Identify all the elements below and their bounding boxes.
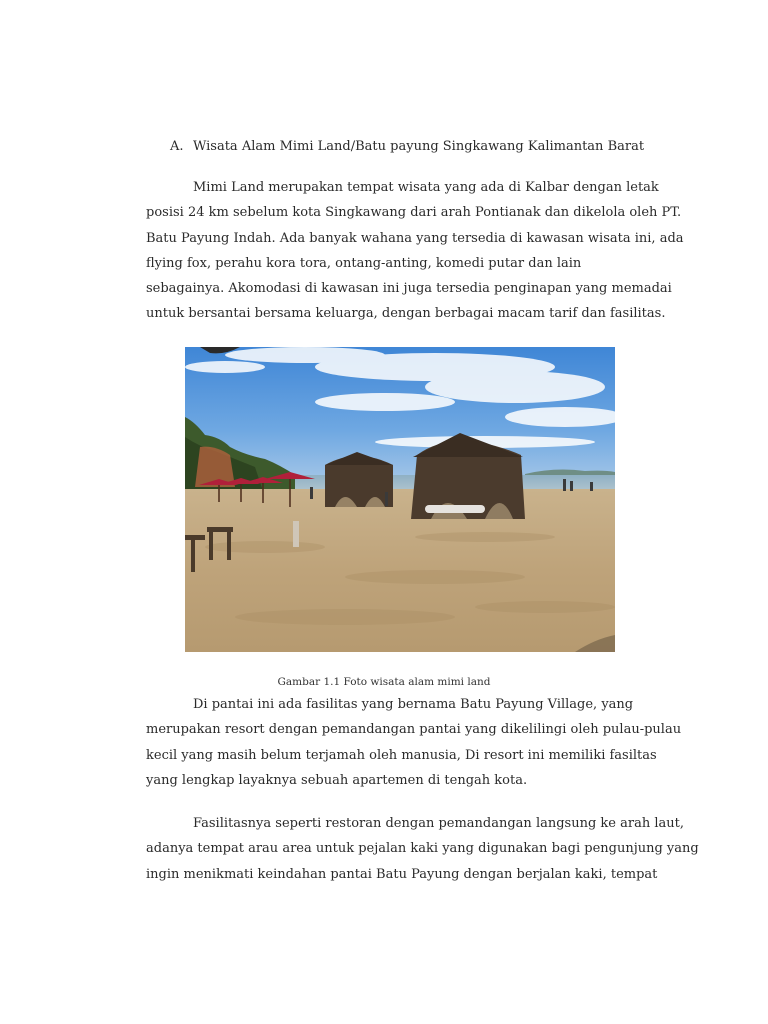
paragraph-line: flying fox, perahu kora tora, ontang-anting, komedi putar dan lain	[146, 255, 582, 271]
section-title: Wisata Alam Mimi Land/Batu payung Singkawang Kalimantan Barat	[193, 139, 645, 154]
section-heading	[170, 137, 644, 156]
paragraph-village	[146, 692, 682, 793]
section-number: A.	[170, 139, 184, 154]
beach-photo	[185, 347, 615, 652]
paragraph-intro	[146, 175, 684, 327]
paragraph-line: Batu Payung Indah. Ada banyak wahana yang tersedia di kawasan wisata ini, ada	[146, 230, 684, 246]
paragraph-line: Fasilitasnya seperti restoran dengan pemandangan langsung ke arah laut,	[193, 816, 684, 831]
paragraph-facilities	[146, 811, 699, 887]
paragraph-line: untuk bersantai bersama keluarga, dengan berbagai macam tarif dan fasilitas.	[146, 306, 666, 322]
paragraph-line: posisi 24 km sebelum kota Singkawang dari arah Pontianak dan dikelola oleh PT.	[146, 205, 682, 221]
paragraph-line: Di pantai ini ada fasilitas yang bernama Batu Payung Village, yang	[193, 697, 634, 712]
paragraph-line: adanya tempat arau area untuk pejalan kaki yang digunakan bagi pengunjung yang	[146, 841, 699, 857]
paragraph-line: kecil yang masih belum terjamah oleh manusia, Di resort ini memiliki fasiltas	[146, 747, 657, 763]
paragraph-line: ingin menikmati keindahan pantai Batu Payung dengan berjalan kaki, tempat	[146, 866, 658, 882]
paragraph-line: merupakan resort dengan pemandangan pantai yang dikelilingi oleh pulau-pulau	[146, 722, 682, 738]
paragraph-line: sebagainya. Akomodasi di kawasan ini juga tersedia penginapan yang memadai	[146, 281, 672, 297]
paragraph-line: yang lengkap layaknya sebuah apartemen di tengah kota.	[146, 772, 528, 788]
paragraph-line: Mimi Land merupakan tempat wisata yang ada di Kalbar dengan letak	[193, 180, 659, 195]
figure-caption: Gambar 1.1 Foto wisata alam mimi land	[277, 676, 491, 688]
